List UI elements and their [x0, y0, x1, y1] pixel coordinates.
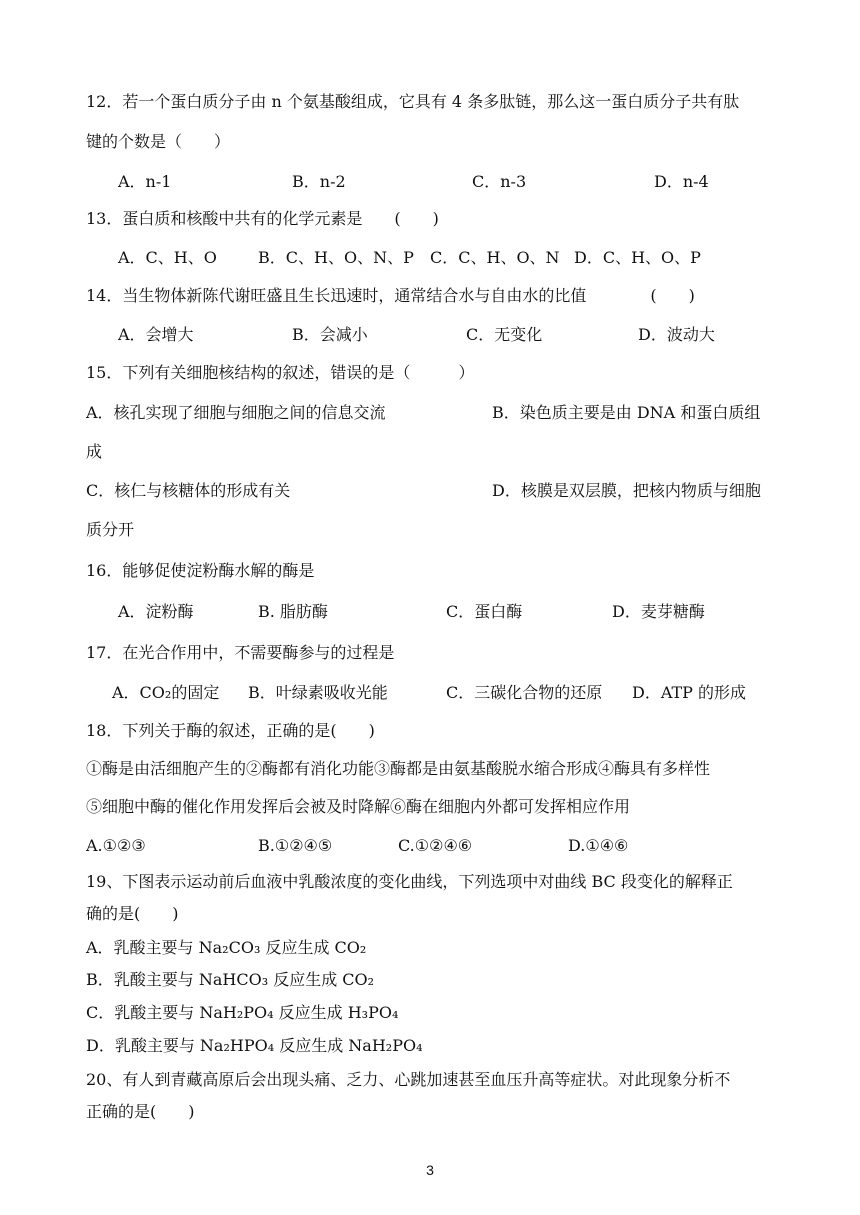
- q16-option-d: D．麦芽糖酶: [612, 602, 705, 621]
- q12-option-d: D．n-4: [654, 172, 709, 191]
- q13-option-b: B．C、H、O、N、P: [258, 248, 414, 267]
- q18-option-a: A.①②③: [86, 836, 146, 855]
- q15-option-c: C．核仁与核糖体的形成有关: [86, 481, 291, 500]
- q17-option-a: A．CO₂的固定: [112, 683, 220, 702]
- q16-option-c: C．蛋白酶: [446, 602, 523, 621]
- q14-stem: 14．当生物体新陈代谢旺盛且生长迅速时，通常结合水与自由水的比值 ( ): [86, 286, 695, 305]
- q19-stem-line2: 确的是( ): [86, 904, 179, 923]
- q14-option-c: C．无变化: [466, 325, 543, 344]
- q16-stem: 16．能够促使淀粉酶水解的酶是: [86, 561, 315, 580]
- q18-option-c: C.①②④⑥: [398, 836, 473, 855]
- q14-option-b: B．会减小: [292, 325, 368, 344]
- q19-option-a: A．乳酸主要与 Na₂CO₃ 反应生成 CO₂: [86, 938, 367, 957]
- q12-option-c: C．n-3: [472, 172, 527, 191]
- q13-option-c: C．C、H、O、N: [430, 248, 560, 267]
- q18-stem: 18．下列关于酶的叙述，正确的是( ): [86, 721, 375, 740]
- q19-option-c: C．乳酸主要与 NaH₂PO₄ 反应生成 H₃PO₄: [86, 1003, 399, 1022]
- q20-stem-line2: 正确的是( ): [86, 1102, 195, 1121]
- q12-option-a: A．n-1: [118, 172, 172, 191]
- q20-stem-line1: 20、有人到青藏高原后会出现头痛、乏力、心跳加速甚至血压升高等症状。对此现象分析不: [86, 1070, 731, 1089]
- q15-option-b: B．染色质主要是由 DNA 和蛋白质组: [492, 403, 761, 422]
- q16-option-a: A．淀粉酶: [118, 602, 194, 621]
- q15-option-a: A．核孔实现了细胞与细胞之间的信息交流: [86, 403, 386, 422]
- q17-option-b: B．叶绿素吸收光能: [248, 683, 388, 702]
- q15-option-d: D．核膜是双层膜，把核内物质与细胞: [492, 481, 761, 500]
- q13-option-d: D．C、H、O、P: [574, 248, 701, 267]
- q12-stem-line2: 键的个数是（ ）: [86, 132, 231, 151]
- q18-option-d: D.①④⑥: [568, 836, 629, 855]
- q17-option-d: D．ATP 的形成: [632, 683, 747, 702]
- q13-option-a: A．C、H、O: [118, 248, 217, 267]
- q14-option-d: D．波动大: [638, 325, 715, 344]
- q17-stem: 17．在光合作用中，不需要酶参与的过程是: [86, 643, 395, 662]
- q17-option-c: C．三碳化合物的还原: [446, 683, 603, 702]
- q15-option-d-cont: 质分开: [86, 520, 135, 539]
- q15-stem: 15．下列有关细胞核结构的叙述，错误的是（ ）: [86, 363, 475, 382]
- q16-option-b: B. 脂肪酶: [258, 602, 328, 621]
- q15-option-b-cont: 成: [86, 442, 103, 461]
- q14-option-a: A．会增大: [118, 325, 194, 344]
- q13-stem: 13．蛋白质和核酸中共有的化学元素是 ( ): [86, 209, 439, 228]
- q12-option-b: B．n-2: [292, 172, 346, 191]
- q12-stem-line1: 12．若一个蛋白质分子由 n 个氨基酸组成，它具有 4 条多肽链，那么这一蛋白质分子共有肽: [86, 92, 740, 111]
- page-number: 3: [426, 1162, 434, 1178]
- q18-statements-line1: ①酶是由活细胞产生的②酶都有消化功能③酶都是由氨基酸脱水缩合形成④酶具有多样性: [86, 759, 711, 778]
- q19-stem-line1: 19、下图表示运动前后血液中乳酸浓度的变化曲线，下列选项中对曲线 BC 段变化的解释正: [86, 872, 733, 891]
- q19-option-b: B．乳酸主要与 NaHCO₃ 反应生成 CO₂: [86, 970, 375, 989]
- q18-option-b: B.①②④⑤: [258, 836, 333, 855]
- q19-option-d: D．乳酸主要与 Na₂HPO₄ 反应生成 NaH₂PO₄: [86, 1036, 423, 1055]
- q18-statements-line2: ⑤细胞中酶的催化作用发挥后会被及时降解⑥酶在细胞内外都可发挥相应作用: [86, 797, 631, 816]
